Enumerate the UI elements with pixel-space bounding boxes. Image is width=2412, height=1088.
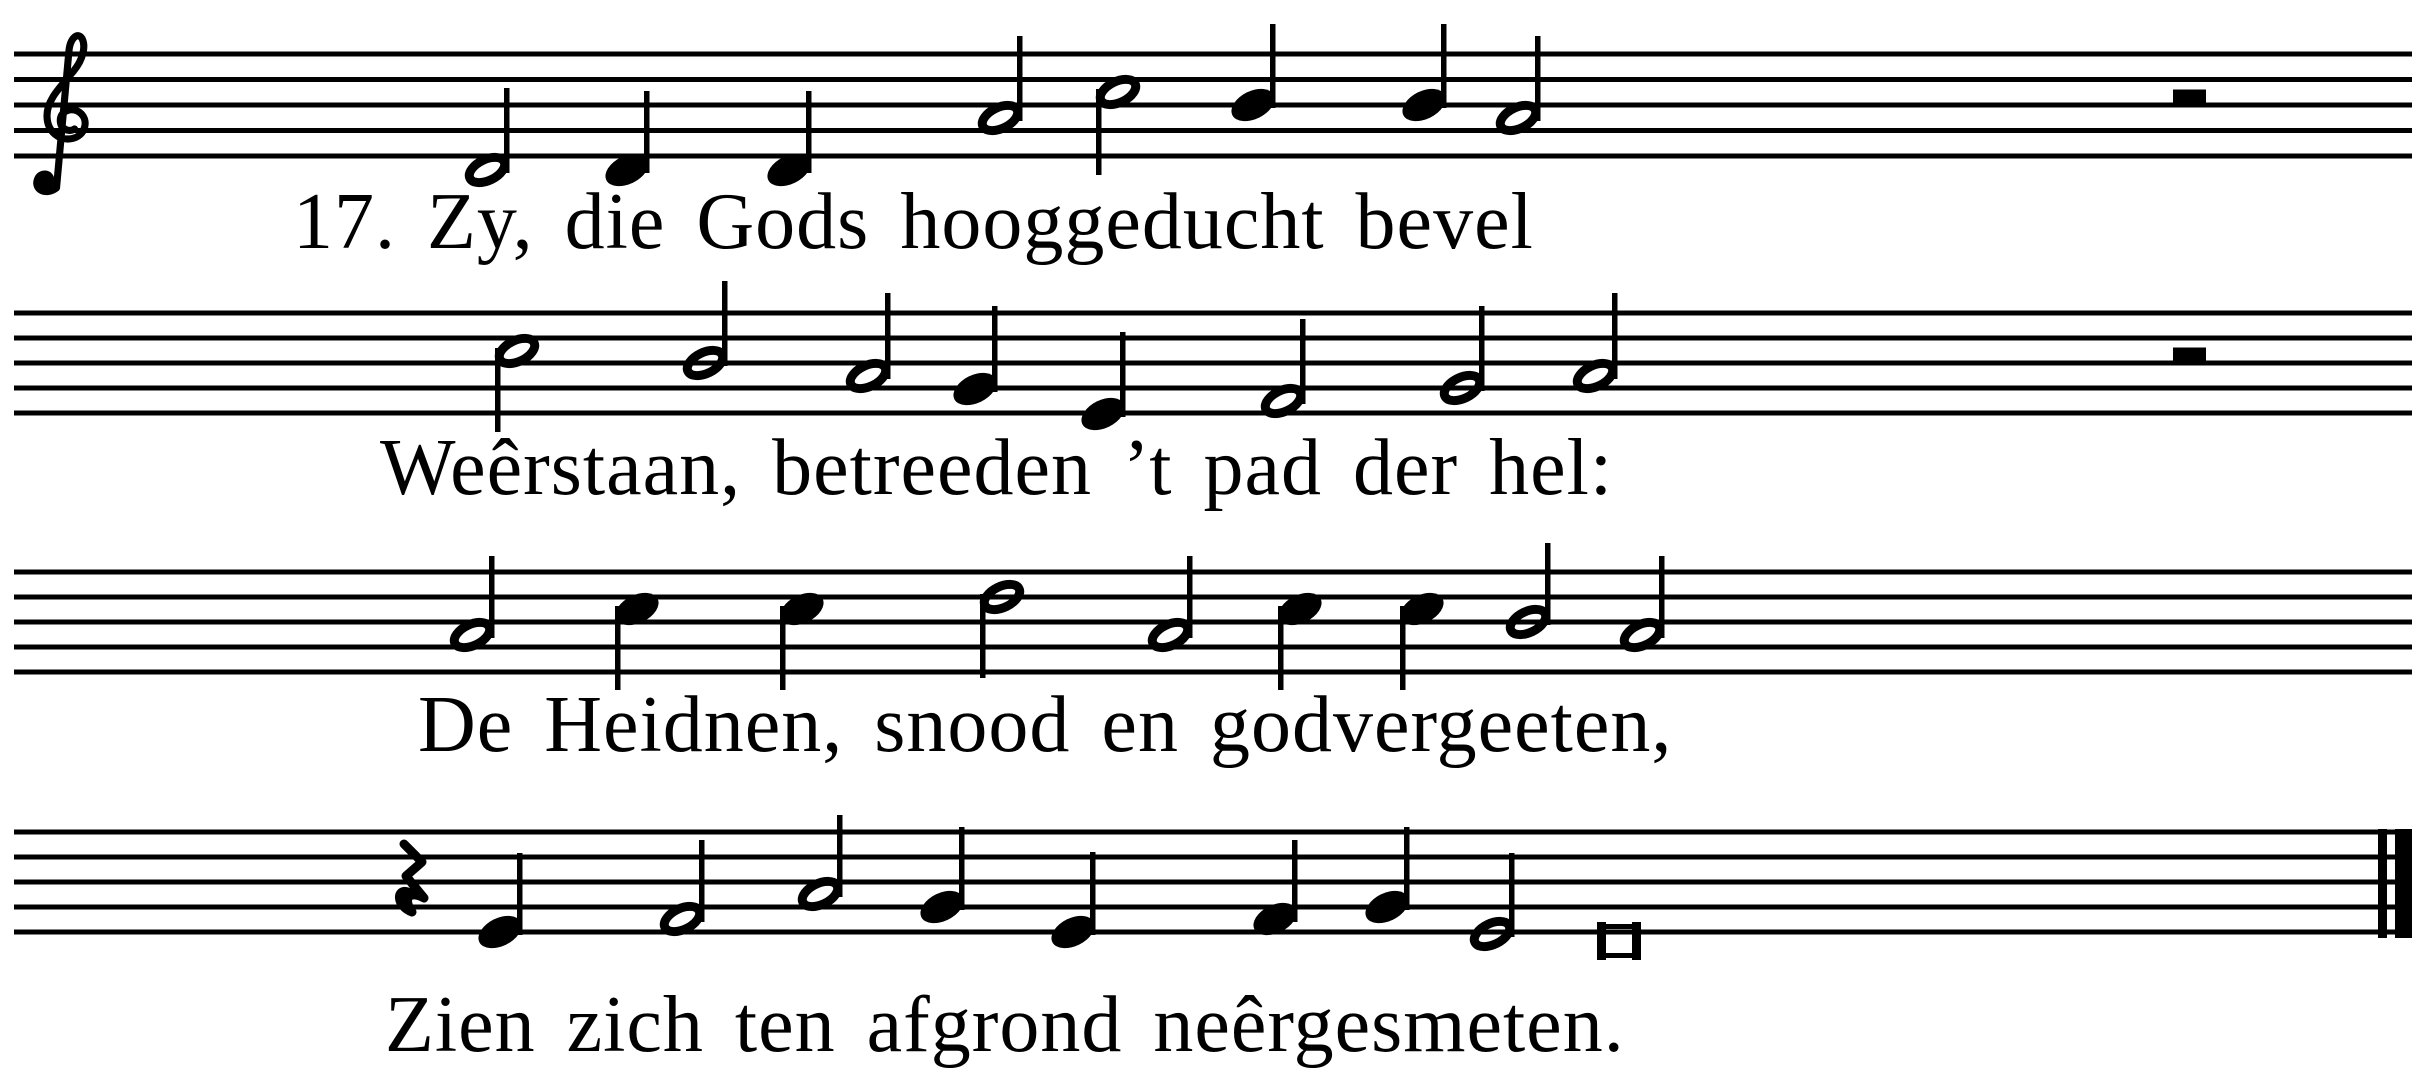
lyric-line-4: Zien zich ten afgrond neêrgesmeten. (385, 981, 1625, 1069)
staff-line (14, 905, 2412, 910)
note-quarter-e4 (1076, 332, 1130, 437)
quarter-rest-icon (399, 844, 424, 912)
note-quarter-b4 (1226, 24, 1280, 128)
staff-line (14, 311, 2412, 316)
note-quarter-g4 (948, 306, 1002, 412)
staff-line (14, 880, 2412, 885)
note-quarter-e4 (473, 853, 527, 955)
breve-note-bottom-bar (1597, 953, 1641, 958)
staff-line (14, 154, 2412, 159)
staff-line (14, 52, 2412, 57)
lyric-line-3: De Heidnen, snood en godvergeeten, (418, 681, 1673, 769)
half-rest-icon (2173, 90, 2206, 103)
treble-clef-stroke (37, 36, 85, 192)
treble-clef-dot (34, 175, 49, 190)
lyric-line-1: 17. Zy, die Gods hooggeducht bevel (293, 178, 1534, 266)
staff-line (14, 386, 2412, 391)
breve-note-top-bar (1597, 924, 1641, 929)
staff-line (14, 670, 2412, 675)
staff-line (14, 830, 2412, 835)
lyric-line-2: Weêrstaan, betreeden ’t pad der hel: (380, 424, 1614, 512)
staff-line (14, 620, 2412, 625)
staff-line (14, 645, 2412, 650)
staff-line (14, 595, 2412, 600)
note-half-a4 (846, 293, 890, 394)
staff-line (14, 77, 2412, 82)
staff-line (14, 930, 2412, 935)
note-half-a4 (1496, 36, 1540, 136)
note-half-b4 (683, 281, 727, 381)
staff-line (14, 855, 2412, 860)
staff-line (14, 361, 2412, 366)
treble-clef-icon (34, 36, 85, 192)
final-barline-thin (2378, 829, 2387, 938)
final-barline-thick (2395, 829, 2412, 938)
note-half-b4 (1506, 543, 1550, 640)
note-half-g4 (1440, 306, 1484, 406)
staff-line (14, 103, 2412, 108)
note-half-a4 (1573, 293, 1617, 394)
note-half-c5 (1096, 74, 1140, 175)
note-half-c5 (495, 333, 539, 432)
note-quarter-g4 (915, 827, 969, 930)
note-quarter-e4 (1046, 852, 1100, 955)
staff-line (14, 336, 2412, 341)
note-quarter-g4 (1360, 827, 1414, 930)
staff-line (14, 570, 2412, 575)
note-half-d5 (980, 579, 1024, 678)
note-half-a4 (978, 36, 1022, 136)
staff-line (14, 128, 2412, 133)
note-half-e4 (1470, 853, 1514, 952)
note-half-f4 (1261, 319, 1305, 419)
staff-line (14, 411, 2412, 416)
half-rest-icon (2173, 348, 2206, 361)
note-quarter-b4 (1397, 24, 1451, 128)
